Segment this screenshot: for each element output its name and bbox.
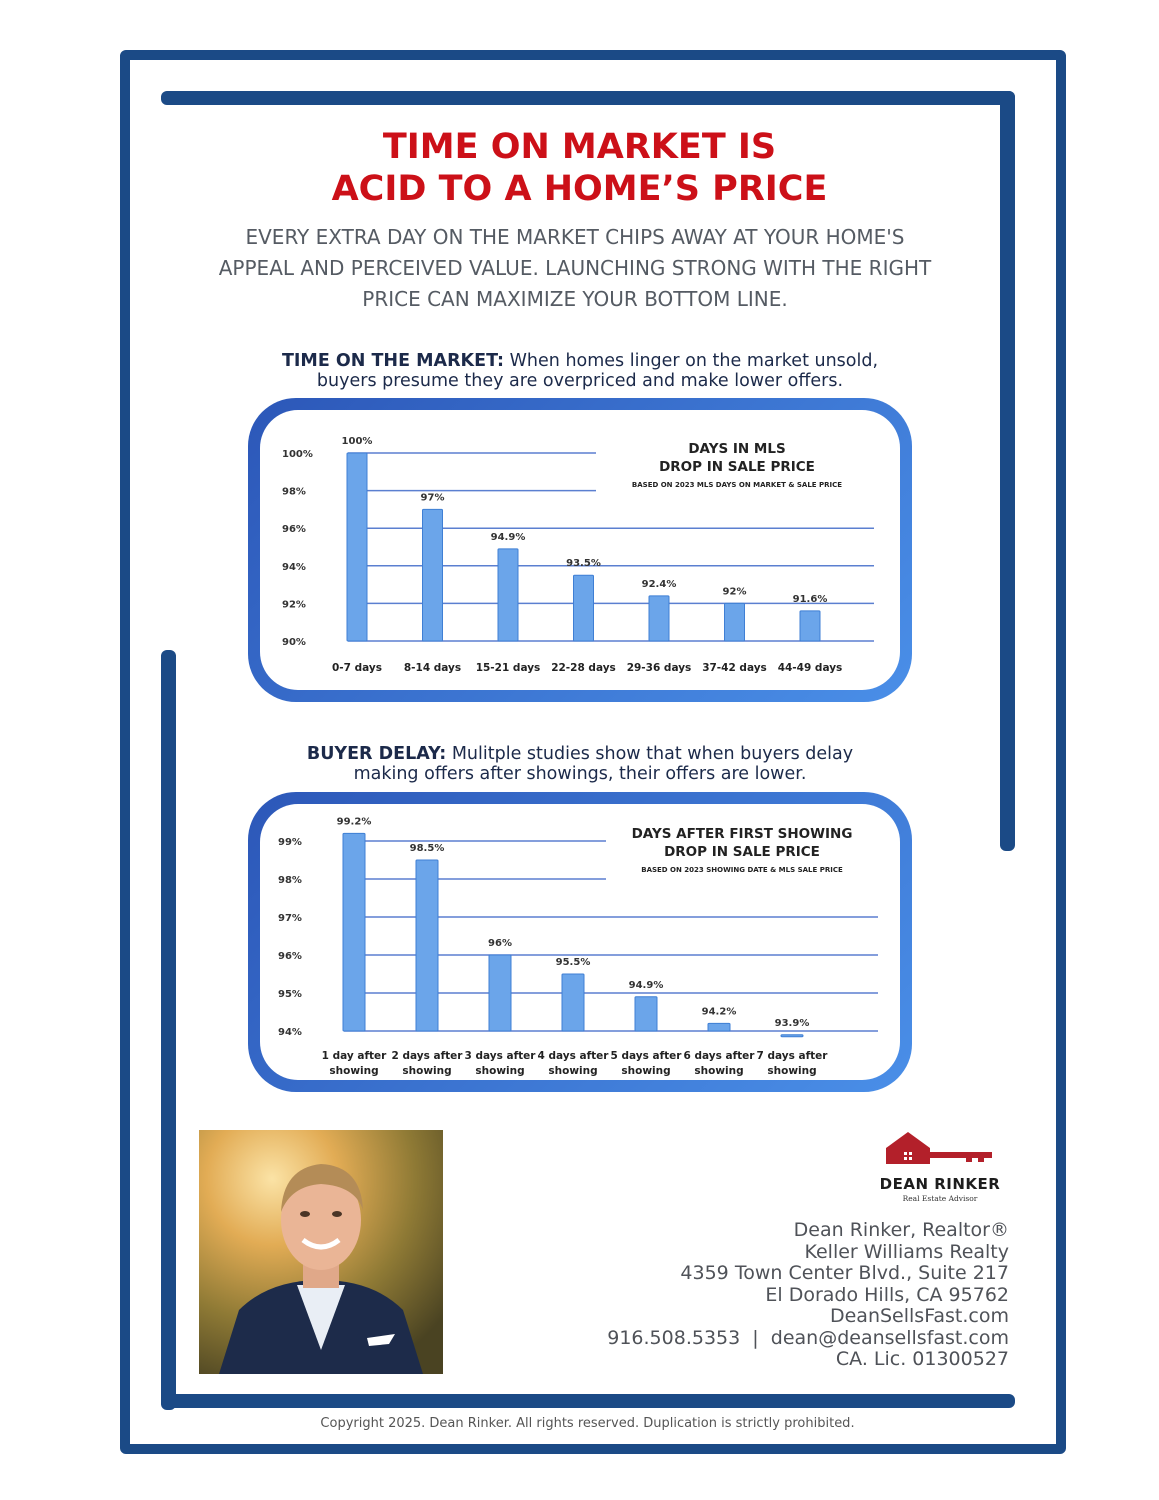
data-label: 98.5% bbox=[409, 843, 445, 854]
bar bbox=[708, 1023, 730, 1031]
bar bbox=[649, 596, 669, 641]
buyer-delay-text-1: Mulitple studies show that when buyers delay bbox=[446, 744, 854, 764]
buyer-delay-text-2: making offers after showings, their offers are lower. bbox=[353, 764, 807, 784]
chart-note: BASED ON 2023 SHOWING DATE & MLS SALE PRICE bbox=[641, 866, 843, 874]
y-tick-label: 95% bbox=[278, 989, 302, 1000]
bar bbox=[725, 603, 745, 641]
chart-subtitle: DROP IN SALE PRICE bbox=[664, 844, 820, 860]
category-label: 0-7 days bbox=[332, 662, 382, 674]
agent-headshot-photo bbox=[199, 1130, 443, 1374]
category-label: showing bbox=[621, 1065, 671, 1077]
data-label: 95.5% bbox=[555, 957, 591, 968]
contact-street: 4359 Town Center Blvd., Suite 217 bbox=[680, 1262, 1009, 1284]
frame-top-bar bbox=[161, 91, 1015, 105]
category-label: 4 days after bbox=[537, 1050, 609, 1062]
category-label: 1 day after bbox=[321, 1050, 387, 1062]
subhead-line-3: PRICE CAN MAXIMIZE YOUR BOTTOM LINE. bbox=[362, 287, 788, 311]
category-label: 29-36 days bbox=[626, 662, 692, 674]
data-label: 94.9% bbox=[628, 979, 664, 991]
y-tick-label: 92% bbox=[282, 599, 306, 611]
subhead-line-1: EVERY EXTRA DAY ON THE MARKET CHIPS AWAY AT YOUR HOME'S bbox=[245, 225, 905, 249]
y-tick-label: 96% bbox=[282, 524, 306, 536]
data-label: 93.9% bbox=[774, 1017, 810, 1029]
contact-company: Keller Williams Realty bbox=[804, 1240, 1009, 1263]
bar bbox=[489, 955, 511, 1031]
data-label: 94.9% bbox=[490, 531, 526, 543]
bar bbox=[416, 860, 438, 1031]
logo-tagline: Real Estate Advisor bbox=[902, 1194, 978, 1203]
contact-license: CA. Lic. 01300527 bbox=[835, 1348, 1009, 1370]
category-label: 15-21 days bbox=[475, 662, 541, 674]
buyer-delay-intro bbox=[230, 744, 930, 784]
contact-name: Dean Rinker, Realtor® bbox=[793, 1219, 1009, 1241]
y-tick-label: 99% bbox=[278, 837, 302, 848]
chart-note: BASED ON 2023 MLS DAYS ON MARKET & SALE PRICE bbox=[631, 481, 843, 489]
time-on-market-text-1: When homes linger on the market unsold, bbox=[504, 351, 879, 371]
buyer-delay-label: BUYER DELAY: bbox=[306, 744, 447, 764]
subhead-line-2: APPEAL AND PERCEIVED VALUE. LAUNCHING STRONG WITH THE RIGHT bbox=[218, 256, 932, 280]
chart-title: DAYS AFTER FIRST SHOWING bbox=[631, 826, 853, 842]
data-label: 100% bbox=[341, 436, 373, 447]
dean-rinker-logo bbox=[860, 1128, 1020, 1208]
data-label: 96% bbox=[488, 938, 512, 949]
y-tick-label: 90% bbox=[282, 637, 306, 648]
category-label: showing bbox=[402, 1065, 452, 1077]
time-on-market-label: TIME ON THE MARKET: bbox=[281, 351, 505, 371]
category-label: showing bbox=[767, 1065, 817, 1077]
y-tick-label: 96% bbox=[278, 951, 302, 962]
y-tick-label: 94% bbox=[282, 561, 306, 573]
category-label: 37-42 days bbox=[702, 662, 767, 674]
data-label: 97% bbox=[420, 492, 445, 504]
bar bbox=[574, 575, 594, 641]
chart-subtitle: DROP IN SALE PRICE bbox=[659, 459, 815, 475]
headline-line-2: ACID TO A HOME’S PRICE bbox=[331, 169, 828, 209]
logo-name: DEAN RINKER bbox=[879, 1175, 1001, 1193]
contact-city: El Dorado Hills, CA 95762 bbox=[765, 1283, 1009, 1306]
data-label: 92.4% bbox=[641, 578, 677, 590]
page-headline bbox=[0, 126, 1159, 210]
frame-left-bar bbox=[161, 650, 176, 1410]
subheadline bbox=[190, 222, 960, 315]
category-label: showing bbox=[329, 1065, 379, 1077]
chart-title: DAYS IN MLS bbox=[688, 441, 786, 457]
headline-line-1: TIME ON MARKET IS bbox=[382, 127, 777, 167]
category-label: 8-14 days bbox=[403, 662, 462, 674]
bar bbox=[635, 997, 657, 1031]
category-label: showing bbox=[694, 1065, 744, 1077]
bar bbox=[562, 974, 584, 1031]
time-on-market-text-2: buyers presume they are overpriced and make lower offers. bbox=[316, 371, 844, 391]
bar bbox=[800, 611, 820, 641]
y-tick-label: 98% bbox=[278, 875, 302, 886]
category-label: showing bbox=[548, 1065, 598, 1077]
days-in-mls-chart-card bbox=[248, 398, 912, 702]
category-label: 22-28 days bbox=[551, 662, 616, 674]
copyright-notice: Copyright 2025. Dean Rinker. All rights reserved. Duplication is strictly prohibited. bbox=[320, 1416, 855, 1431]
y-tick-label: 97% bbox=[278, 913, 302, 924]
bar bbox=[423, 509, 443, 641]
category-label: 5 days after bbox=[610, 1050, 682, 1062]
category-label: 6 days after bbox=[683, 1050, 755, 1062]
data-label: 92% bbox=[722, 586, 747, 598]
days-in-mls-chart bbox=[260, 410, 900, 690]
bar bbox=[347, 453, 367, 641]
bar bbox=[781, 1035, 803, 1037]
frame-bottom-bar bbox=[161, 1394, 1015, 1408]
contact-website[interactable]: DeanSellsFast.com bbox=[829, 1305, 1009, 1327]
y-tick-label: 100% bbox=[282, 449, 313, 460]
data-label: 91.6% bbox=[792, 593, 828, 605]
days-after-showing-chart bbox=[260, 804, 900, 1080]
time-on-market-intro bbox=[230, 351, 930, 391]
y-tick-label: 98% bbox=[282, 486, 306, 498]
data-label: 93.5% bbox=[566, 558, 601, 570]
contact-block bbox=[607, 1220, 1009, 1371]
data-label: 94.2% bbox=[701, 1006, 737, 1018]
data-label: 99.2% bbox=[336, 816, 372, 828]
house-key-logo-icon bbox=[880, 1128, 1000, 1168]
bar bbox=[498, 549, 518, 641]
category-label: 2 days after bbox=[391, 1050, 463, 1062]
category-label: 7 days after bbox=[756, 1050, 828, 1062]
category-label: 44-49 days bbox=[777, 662, 843, 674]
days-after-showing-chart-card bbox=[248, 792, 912, 1092]
bar bbox=[343, 833, 365, 1031]
category-label: 3 days after bbox=[464, 1050, 536, 1062]
category-label: showing bbox=[475, 1065, 525, 1077]
contact-phone-email[interactable]: 916.508.5353 | dean@deansellsfast.com bbox=[607, 1326, 1009, 1349]
y-tick-label: 94% bbox=[278, 1027, 302, 1038]
